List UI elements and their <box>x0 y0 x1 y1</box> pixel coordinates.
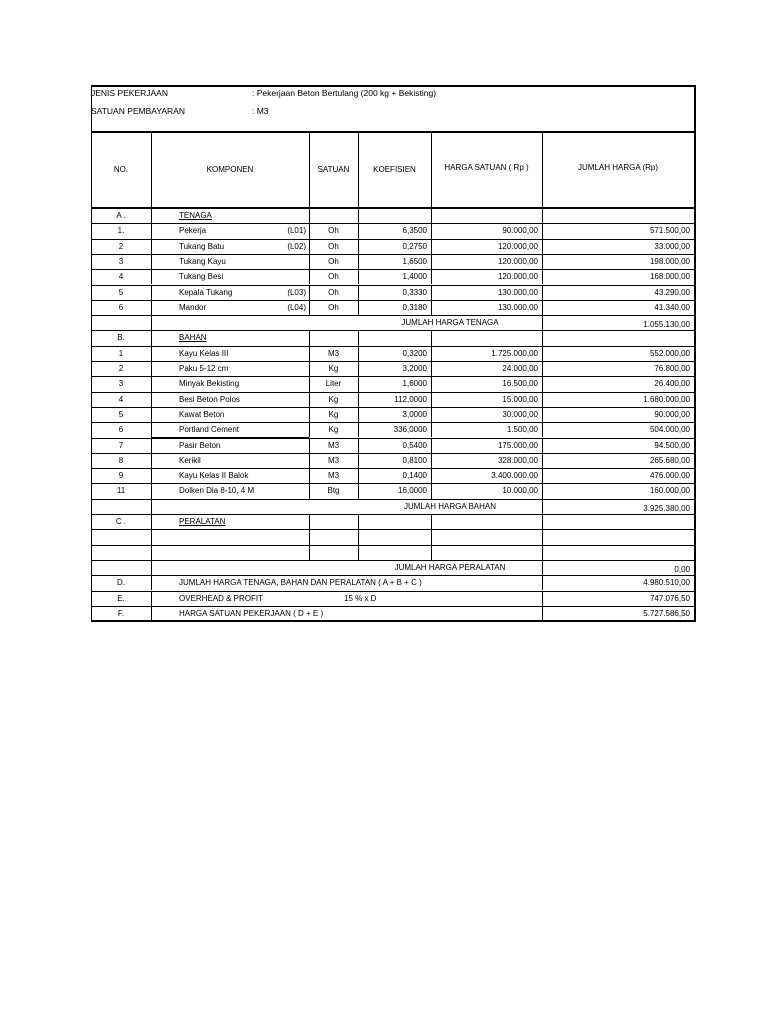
item-number: 1. <box>117 226 125 236</box>
column-divider <box>431 223 432 238</box>
column-divider <box>309 223 310 238</box>
column-divider <box>542 483 543 498</box>
column-divider <box>431 468 432 483</box>
column-divider <box>358 514 359 529</box>
summary-value: 747.076,50 <box>649 593 690 603</box>
item-unit: Oh <box>328 256 339 266</box>
section-title: PERALATAN <box>179 517 226 526</box>
row-divider <box>91 85 694 87</box>
column-divider <box>358 269 359 284</box>
section-number: B. <box>117 333 125 343</box>
column-divider <box>358 361 359 376</box>
column-divider <box>151 422 152 437</box>
column-divider <box>151 131 152 208</box>
item-name: Besi Beton Polos <box>179 394 240 404</box>
item-unit-price: 175.000,00 <box>497 440 538 450</box>
column-divider <box>309 453 310 468</box>
column-divider <box>309 285 310 300</box>
col-header-koefisien: KOEFISIEN <box>373 165 416 174</box>
section-title: TENAGA <box>179 211 212 220</box>
column-divider <box>309 131 310 208</box>
item-unit: M3 <box>327 348 340 358</box>
column-divider <box>358 254 359 269</box>
column-divider <box>358 376 359 391</box>
column-divider <box>151 453 152 468</box>
item-unit-price: 16.500,00 <box>502 379 538 389</box>
summary-value: 5.727.586,50 <box>643 608 690 618</box>
column-divider <box>358 330 359 345</box>
column-divider <box>151 208 152 223</box>
column-divider <box>151 223 152 238</box>
item-number: 7 <box>118 440 124 450</box>
item-name: Pekerja <box>179 226 207 236</box>
column-divider <box>542 422 543 437</box>
item-number: 1 <box>118 348 124 358</box>
item-unit-price: 30.000,00 <box>502 409 538 419</box>
column-divider <box>151 361 152 376</box>
column-divider <box>358 407 359 422</box>
col-header-komponen: KOMPONEN <box>206 165 254 174</box>
column-divider <box>151 254 152 269</box>
item-unit: Kg <box>328 364 339 373</box>
column-divider <box>358 300 359 315</box>
column-divider <box>309 269 310 284</box>
jenis-pekerjaan-value: : Pekerjaan Beton Bertulang (200 kg + Bekisting) <box>252 88 437 98</box>
column-divider <box>542 254 543 269</box>
column-divider <box>542 453 543 468</box>
item-name: Minyak Bekisting <box>179 379 240 389</box>
column-divider <box>151 529 152 544</box>
column-divider <box>431 269 432 284</box>
column-divider <box>358 422 359 437</box>
item-number: 11 <box>116 486 126 496</box>
summary-label: JUMLAH HARGA TENAGA, BAHAN DAN PERALATAN ( A + B + C ) <box>179 578 422 588</box>
item-unit-price: 10.000,00 <box>502 486 538 496</box>
satuan-pembayaran-label: SATUAN PEMBAYARAN <box>91 106 185 116</box>
item-coefficient: 6,3500 <box>402 226 427 236</box>
item-unit-price: 130.000,00 <box>497 287 538 297</box>
column-divider <box>358 392 359 407</box>
item-unit-price: 130.000,00 <box>497 302 538 312</box>
item-unit-price: 328.000,00 <box>497 455 538 465</box>
column-divider <box>151 346 152 361</box>
item-name: Tukang Batu <box>179 241 225 251</box>
column-divider <box>542 468 543 483</box>
column-divider <box>431 376 432 391</box>
col-header-harga-satuan: HARGA SATUAN ( Rp ) <box>444 163 529 172</box>
column-divider <box>309 483 310 498</box>
item-name: Kepala Tukang <box>179 287 233 297</box>
item-code: (L04) <box>287 302 306 312</box>
item-coefficient: 336,0000 <box>393 425 427 435</box>
column-divider <box>151 300 152 315</box>
column-divider <box>542 560 543 575</box>
item-code: (L02) <box>287 241 306 251</box>
section-title: BAHAN <box>179 333 207 343</box>
column-divider <box>309 468 310 483</box>
column-divider <box>542 591 543 606</box>
item-coefficient: 0,8100 <box>402 455 427 465</box>
item-code: (L01) <box>287 226 306 236</box>
item-unit: Oh <box>328 302 339 312</box>
col-header-jumlah-harga: JUMLAH HARGA (Rp) <box>577 163 658 172</box>
item-number: 3 <box>118 379 124 389</box>
item-coefficient: 16,0000 <box>398 486 427 496</box>
item-number: 5 <box>118 287 124 297</box>
item-number: 9 <box>118 471 124 481</box>
column-divider <box>151 239 152 254</box>
row-divider <box>151 437 309 439</box>
column-divider <box>431 422 432 437</box>
column-divider <box>309 422 310 437</box>
item-number: 3 <box>118 256 124 266</box>
item-unit: Kg <box>328 425 339 435</box>
row-divider <box>91 621 694 622</box>
subtotal-label: JUMLAH HARGA TENAGA <box>401 318 499 328</box>
item-unit: Btg <box>327 486 340 496</box>
item-total: 265.680,00 <box>649 455 690 465</box>
item-coefficient: 1,4000 <box>402 272 427 282</box>
item-unit-price: 3.400.000,00 <box>491 471 538 481</box>
item-total: 41.340,00 <box>654 302 690 312</box>
column-divider <box>151 468 152 483</box>
column-divider <box>358 131 359 208</box>
column-divider <box>431 285 432 300</box>
item-coefficient: 0,1400 <box>402 471 427 481</box>
item-total: 160.000,00 <box>649 486 690 496</box>
column-divider <box>542 407 543 422</box>
item-unit-price: 120.000,00 <box>497 256 538 266</box>
column-divider <box>358 453 359 468</box>
item-name: Pasir Beton <box>179 440 221 450</box>
column-divider <box>151 483 152 498</box>
column-divider <box>151 591 152 606</box>
item-coefficient: 0,2750 <box>402 241 427 251</box>
column-divider <box>151 407 152 422</box>
subtotal-label: JUMLAH HARGA PERALATAN <box>394 562 506 572</box>
column-divider <box>151 438 152 453</box>
peralatan-empty-row <box>91 529 694 544</box>
column-divider <box>431 453 432 468</box>
item-coefficient: 0,3180 <box>402 302 427 312</box>
column-divider <box>358 346 359 361</box>
item-total: 33.000,00 <box>654 241 690 251</box>
column-divider <box>358 468 359 483</box>
item-total: 26.400,00 <box>654 379 690 389</box>
item-coefficient: 112,0000 <box>394 394 427 404</box>
column-divider <box>309 438 310 453</box>
item-total: 43.290,00 <box>654 287 690 297</box>
subtotal-value: 1.055.130,00 <box>643 320 690 330</box>
column-divider <box>358 208 359 223</box>
column-divider <box>309 300 310 315</box>
section-number: C . <box>115 517 127 526</box>
column-divider <box>431 254 432 269</box>
column-divider <box>542 545 543 560</box>
rab-sheet <box>91 85 696 622</box>
column-divider <box>151 392 152 407</box>
column-divider <box>309 529 310 544</box>
column-divider <box>431 208 432 223</box>
column-divider <box>358 529 359 544</box>
column-divider <box>431 407 432 422</box>
item-unit-price: 24.000,00 <box>502 364 538 373</box>
column-divider <box>309 376 310 391</box>
item-name: Portland Cement <box>179 425 240 435</box>
item-unit: M3 <box>327 471 340 481</box>
column-divider <box>542 606 543 621</box>
item-total: 94.500,00 <box>654 440 690 450</box>
column-divider <box>542 223 543 238</box>
item-name: Kerikil <box>179 455 201 465</box>
column-divider <box>151 499 152 514</box>
column-divider <box>151 330 152 345</box>
item-total: 76.800,00 <box>654 364 690 373</box>
item-unit-price: 90.000,00 <box>502 226 538 236</box>
column-divider <box>309 254 310 269</box>
item-total: 198.000,00 <box>649 256 690 266</box>
item-coefficient: 0,3330 <box>402 287 427 297</box>
item-total: 571.500,00 <box>649 226 690 236</box>
peralatan-empty-row <box>91 545 694 560</box>
item-name: Kawat Beton <box>179 409 225 419</box>
column-divider <box>358 285 359 300</box>
item-unit: Oh <box>328 287 339 297</box>
column-divider <box>309 208 310 223</box>
item-name: Dolken Dia 8-10, 4 M <box>179 486 255 496</box>
item-number: 6 <box>118 425 124 435</box>
column-divider <box>309 545 310 560</box>
column-divider <box>309 514 310 529</box>
column-divider <box>431 131 432 208</box>
column-divider <box>542 315 543 330</box>
item-unit: Oh <box>328 272 339 282</box>
column-divider <box>151 575 152 590</box>
item-total: 504.000,00 <box>649 425 690 435</box>
column-divider <box>542 529 543 544</box>
column-divider <box>151 285 152 300</box>
column-divider <box>542 438 543 453</box>
subtotal-value: 0,00 <box>674 564 690 574</box>
column-divider <box>309 392 310 407</box>
column-divider <box>309 239 310 254</box>
summary-number: D. <box>117 578 125 588</box>
column-divider <box>542 376 543 391</box>
column-divider <box>542 239 543 254</box>
column-divider <box>431 392 432 407</box>
summary-percentage: 15 % x D <box>344 593 377 603</box>
item-name: Mandor <box>179 302 207 312</box>
subtotal-value: 3.925.380,00 <box>643 503 690 513</box>
summary-number: F. <box>117 608 125 618</box>
column-divider <box>542 300 543 315</box>
item-unit: M3 <box>327 440 340 450</box>
summary-value: 4.980.510,00 <box>643 578 690 588</box>
satuan-pembayaran-value: : M3 <box>252 106 269 116</box>
jenis-pekerjaan-label: JENIS PEKERJAAN <box>91 88 168 98</box>
item-unit-price: 1.725.000,00 <box>491 348 538 358</box>
item-coefficient: 0,5400 <box>402 440 427 450</box>
summary-number: E. <box>117 593 125 603</box>
column-divider <box>151 514 152 529</box>
column-divider <box>358 545 359 560</box>
item-code: (L03) <box>287 287 306 297</box>
column-divider <box>358 483 359 498</box>
item-name: Kayu Kelas II Balok <box>179 471 249 481</box>
item-unit: Oh <box>328 226 339 236</box>
item-unit: M3 <box>327 455 340 465</box>
column-divider <box>431 438 432 453</box>
item-total: 552.000,00 <box>649 348 690 358</box>
column-divider <box>542 499 543 514</box>
column-divider <box>542 514 543 529</box>
item-total: 90.000,00 <box>654 409 690 419</box>
item-number: 6 <box>118 302 124 312</box>
column-divider <box>151 606 152 621</box>
column-divider <box>542 392 543 407</box>
item-coefficient: 0,3200 <box>402 348 427 358</box>
item-name: Tukang Kayu <box>179 256 226 266</box>
item-coefficient: 3,0000 <box>402 409 427 419</box>
item-coefficient: 3,2000 <box>402 364 427 373</box>
section-number: A . <box>116 211 126 220</box>
col-header-satuan: SATUAN <box>317 165 350 174</box>
summary-label: HARGA SATUAN PEKERJAAN ( D + E ) <box>179 608 324 618</box>
column-divider <box>358 223 359 238</box>
item-number: 4 <box>118 394 124 404</box>
row-divider <box>91 131 694 133</box>
column-divider <box>151 376 152 391</box>
item-unit-price: 120.000,00 <box>497 241 538 251</box>
item-unit: Kg <box>328 409 339 419</box>
column-divider <box>358 239 359 254</box>
column-divider <box>542 575 543 590</box>
column-divider <box>542 285 543 300</box>
column-divider <box>431 361 432 376</box>
summary-label: OVERHEAD & PROFIT <box>179 593 264 603</box>
column-divider <box>358 438 359 453</box>
col-header-no: NO. <box>113 165 129 174</box>
column-divider <box>151 545 152 560</box>
item-total: 1.680.000,00 <box>643 394 690 404</box>
item-number: 4 <box>118 272 124 282</box>
column-divider <box>542 330 543 345</box>
item-coefficient: 1,6000 <box>402 379 427 389</box>
column-divider <box>431 330 432 345</box>
item-unit-price: 1.500,00 <box>506 425 538 435</box>
subtotal-label: JUMLAH HARGA BAHAN <box>403 501 497 511</box>
column-divider <box>542 269 543 284</box>
item-coefficient: 1,6500 <box>402 256 427 266</box>
column-divider <box>309 346 310 361</box>
item-name: Paku 5-12 cm <box>179 364 229 373</box>
item-name: Kayu Kelas III <box>179 348 229 358</box>
column-divider <box>309 407 310 422</box>
item-total: 476.000,00 <box>649 471 690 481</box>
item-unit: Liter <box>325 379 342 389</box>
item-number: 5 <box>118 409 124 419</box>
column-divider <box>431 300 432 315</box>
column-divider <box>151 560 152 575</box>
column-divider <box>309 361 310 376</box>
column-divider <box>542 131 543 208</box>
column-divider <box>431 239 432 254</box>
item-number: 8 <box>118 455 124 465</box>
item-name: Tukang Besi <box>179 272 224 282</box>
item-unit: Oh <box>328 241 339 251</box>
column-divider <box>431 483 432 498</box>
column-divider <box>431 545 432 560</box>
item-number: 2 <box>118 364 124 373</box>
item-total: 168.000,00 <box>649 272 690 282</box>
column-divider <box>542 361 543 376</box>
item-unit: Kg <box>328 394 339 404</box>
item-unit-price: 15.000,00 <box>502 394 538 404</box>
item-unit-price: 120.000,00 <box>497 272 538 282</box>
column-divider <box>431 346 432 361</box>
column-divider <box>151 315 152 330</box>
column-divider <box>431 529 432 544</box>
column-divider <box>431 514 432 529</box>
column-divider <box>542 208 543 223</box>
column-divider <box>151 269 152 284</box>
item-number: 2 <box>118 241 124 251</box>
column-divider <box>542 346 543 361</box>
column-divider <box>309 330 310 345</box>
